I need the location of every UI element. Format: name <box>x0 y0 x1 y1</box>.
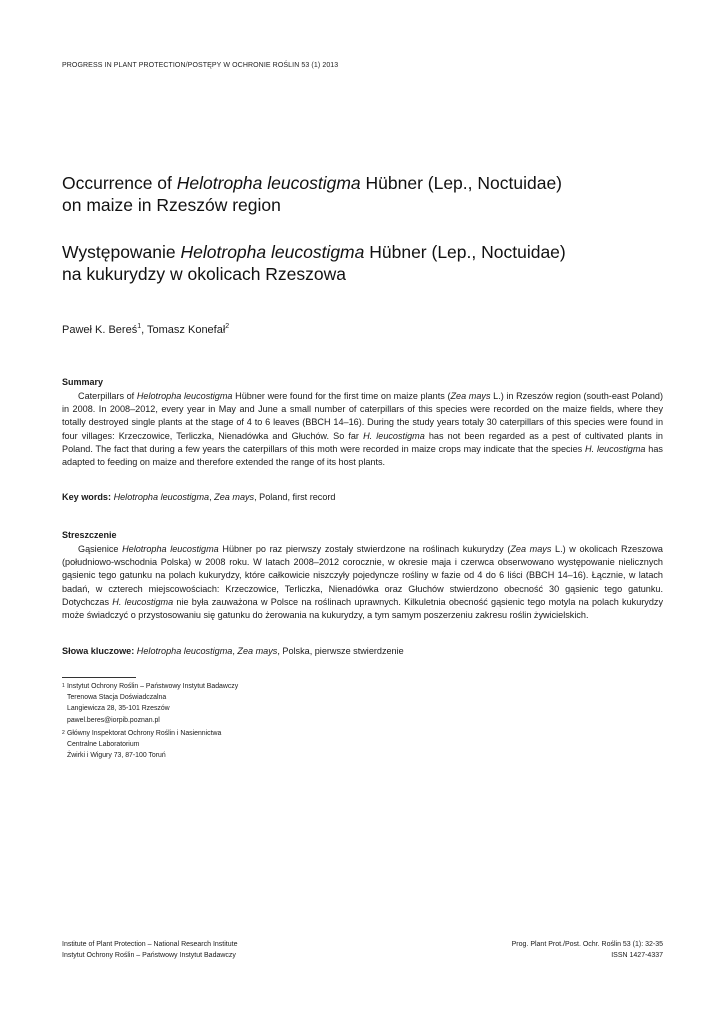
keyword-en-rest: , Poland, first record <box>254 492 336 502</box>
stres-species-1: Helotropha leucostigma <box>122 544 219 554</box>
footnote-divider <box>62 677 136 678</box>
keyword-pl-2: Zea mays <box>237 646 278 656</box>
summary-species-4: H. leucostigma <box>585 443 646 454</box>
footer-citation: Prog. Plant Prot./Post. Ochr. Roślin 53 (1): 32-35 <box>511 941 663 948</box>
footer-left <box>62 939 238 961</box>
stres-text-3: L.) w okolicach Rzeszowa (południowo-wschodnia Polska) w 2008 roku. W latach 2008–2012 corocznie, w okresie maja i czerwca obserwowano występowanie nielicznych gąsienic tego gatunku na polach kukurydzy, które całkowicie niszczyły pojedyncze rośliny w fazie od 4 do 6 liści (BBCH 14–16). Łącznie, w latach badań, w czterech miejscowościach: Krzeczowice, Terliczka, Nienadówka oraz Głuchów stwierdzono obecność 30 gąsienic tego gatunku. Dotychczas <box>62 544 663 607</box>
author-2: Tomasz Konefał <box>147 324 226 336</box>
author-1-affiliation: 1 <box>137 323 142 330</box>
summary-species-3: H. leucostigma <box>363 430 425 441</box>
streszczenie-heading: Streszczenie <box>62 530 117 540</box>
summary-species-2: Zea mays <box>450 391 491 401</box>
stres-text-4: nie była zauważona w Polsce na roślinach uprawnych. Kilkuletnia obecność gąsienic tego motyla na polach kukurydzy może świadczyć o przystosowaniu się gatunku do żerowania na kukurydzy, a tym samym poszerzeniu zakresu roślin żywicielskich. <box>62 596 663 621</box>
footnote-1-line: Langiewicza 28, 35-101 Rzeszów <box>67 705 170 713</box>
summary-text-4: has not been regarded as a pest of cultivated plants in Poland. The fact that during a few years the caterpillars of this moth were recorded in maize crops may indicate that the species <box>62 430 663 454</box>
footnote-1-marker: 1 <box>62 683 65 689</box>
keywords-polish <box>62 646 663 656</box>
footnote-2-line: Centralne Laboratorium <box>67 741 140 749</box>
footnote-1 <box>62 681 663 726</box>
keyword-pl-1: Helotropha leucostigma <box>136 646 233 656</box>
stres-text-2: Hübner po raz pierwszy zostały stwierdzone na roślinach kukurydzy ( <box>218 544 511 554</box>
stres-species-2: Zea mays <box>510 544 552 554</box>
footnote-2-line: Główny Inspektorat Ochrony Roślin i Nasiennictwa <box>67 729 222 737</box>
summary-text-1: Caterpillars of <box>78 391 137 401</box>
footnote-2 <box>62 728 663 762</box>
footnote-1-line: Instytut Ochrony Roślin – Państwowy Instytut Badawczy <box>67 683 239 690</box>
title-pl-pre: Występowanie <box>62 242 181 262</box>
journal-header <box>62 62 663 69</box>
title-en-pre: Occurrence of <box>62 173 177 193</box>
stres-text-1: Gąsienice <box>78 544 123 554</box>
footer-institute-pl: Instytut Ochrony Roślin – Państwowy Instytut Badawczy <box>62 952 236 959</box>
footnote-2-line: Żwirki i Wigury 73, 87-100 Toruń <box>67 752 166 760</box>
summary-heading: Summary <box>62 377 104 387</box>
author-separator: , <box>141 324 148 336</box>
keyword-en-sep: , <box>209 492 215 502</box>
title-en-post: Hübner (Lep., Noctuidae) <box>360 173 563 193</box>
summary-text-2: Hübner were found for the first time on maize plants ( <box>232 391 451 401</box>
keyword-pl-rest: , Polska, pierwsze stwierdzenie <box>277 646 404 656</box>
title-pl-species: Helotropha leucostigma <box>180 242 365 262</box>
summary-text-3: L.) in Rzeszów region (south-east Poland) in 2008. In 2008–2012, every year in May and June a small number of caterpillars of this species were recorded on the maize fields, where they totally destroyed single plants at the stage of 4 to 6 leaves (BBCH 14–16). During the study years totaly 30 caterpillars of this species were found in four villages: Krzeczowice, Terliczka, Nienadówka and Głuchów. So far <box>62 391 663 441</box>
streszczenie-body <box>62 543 663 622</box>
title-english <box>62 172 663 216</box>
title-pl-line2: na kukurydzy w okolicach Rzeszowa <box>62 264 347 284</box>
title-pl-line1 <box>62 241 663 263</box>
summary-body <box>62 390 663 469</box>
keyword-en-2: Zea mays <box>214 492 255 502</box>
streszczenie-paragraph <box>62 543 663 622</box>
footnote-1-line: Terenowa Stacja Doświadczalna <box>67 694 167 702</box>
title-en-line2: on maize in Rzeszów region <box>62 195 281 215</box>
title-en-species: Helotropha leucostigma <box>176 173 361 193</box>
keywords-en-label: Key words: <box>62 492 112 502</box>
author-1: Paweł K. Bereś <box>62 324 138 336</box>
footnotes <box>62 681 663 761</box>
authors <box>62 324 663 336</box>
keywords-english <box>62 492 663 502</box>
footer-right <box>512 939 663 961</box>
journal-line: PROGRESS IN PLANT PROTECTION/POSTĘPY W OCHRONIE ROŚLIN 53 (1) 2013 <box>62 62 339 69</box>
footer-issn: ISSN 1427-4337 <box>611 952 663 959</box>
author-2-affiliation: 2 <box>225 323 230 330</box>
title-polish <box>62 241 663 285</box>
keyword-en-1: Helotropha leucostigma <box>113 492 210 502</box>
stres-species-3: H. leucostigma <box>112 596 174 607</box>
keyword-pl-sep: , <box>232 646 238 656</box>
footer-institute-en: Institute of Plant Protection – National Research Institute <box>62 941 238 948</box>
footnote-1-email: pawel.beres@iorpib.poznan.pl <box>67 716 160 724</box>
summary-paragraph <box>62 390 663 469</box>
footnote-2-marker: 2 <box>62 729 65 736</box>
keywords-pl-label: Słowa kluczowe: <box>62 646 135 656</box>
summary-text-5: has adapted to feeding on maize and therefore extended the range of its host plants. <box>62 443 663 468</box>
summary-species-1: Helotropha leucostigma <box>136 391 233 401</box>
title-en-line1 <box>62 172 663 194</box>
title-pl-post: Hübner (Lep., Noctuidae) <box>364 242 566 262</box>
